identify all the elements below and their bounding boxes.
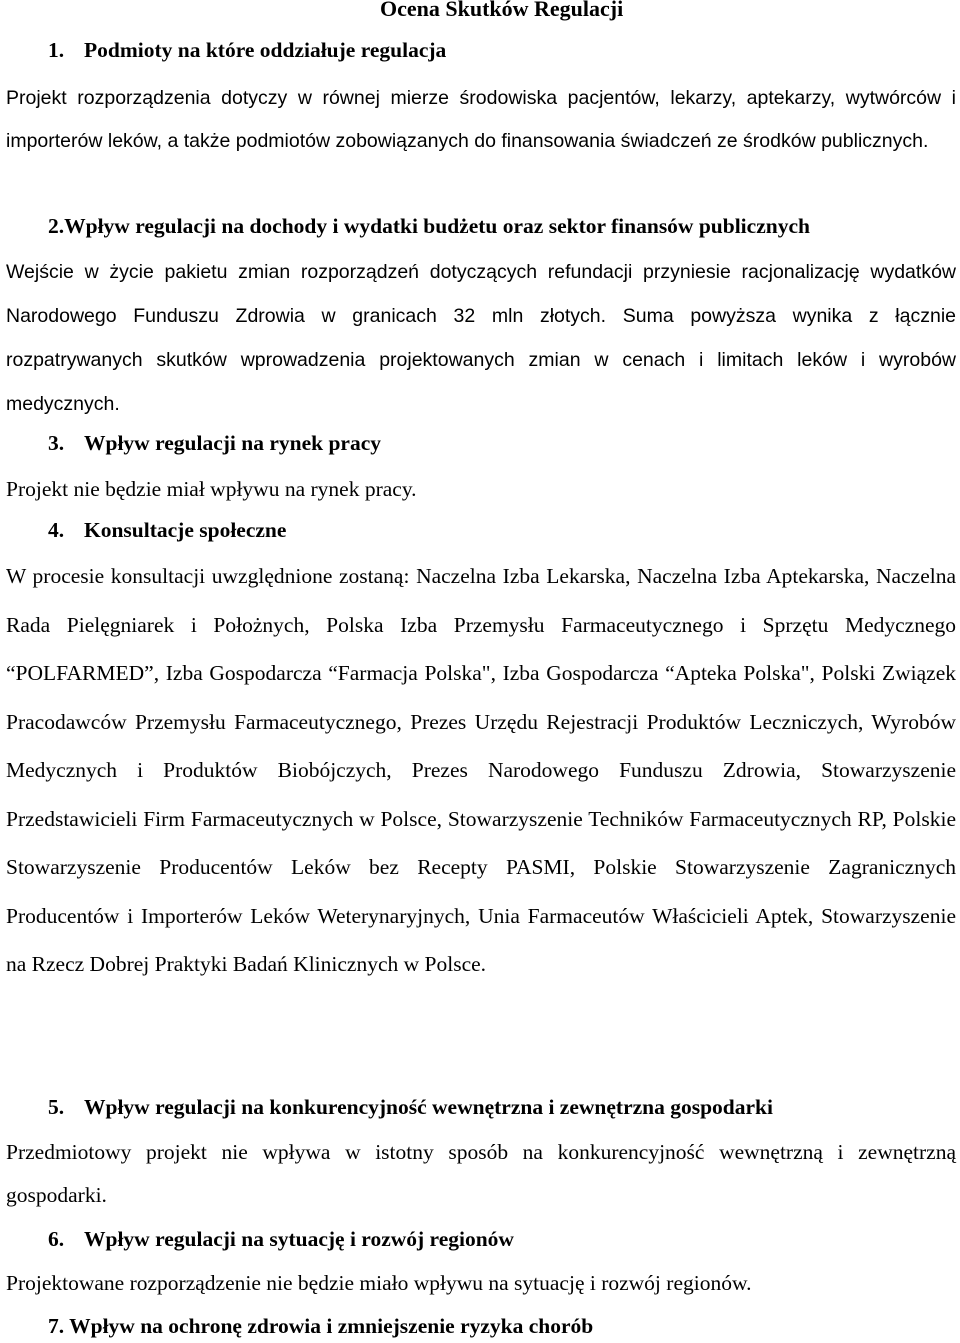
section-number: 5.	[48, 1095, 65, 1119]
section-4-heading	[48, 518, 286, 543]
section-2-text: Wejście w życie pakietu zmian rozporządzeń dotyczących refundacji przyniesie racjonalizację wydatków Narodowego Funduszu Zdrowia w granicach 32 mln złotych. Suma powyższa wynika z łącznie rozpatrywanych skutków wprowadzenia projektowanych zmian w cenach i limitach leków i wyrobów medycznych.	[6, 261, 956, 415]
section-1-heading	[48, 38, 446, 63]
section-5-text: Przedmiotowy projekt nie wpływa w istotny sposób na konkurencyjność wewnętrzną i zewnętrzną gospodarki.	[6, 1140, 956, 1207]
section-number: 4.	[48, 518, 65, 542]
section-title: Wpływ regulacji na rynek pracy	[84, 431, 382, 455]
section-number: 6.	[48, 1227, 65, 1251]
section-2-heading	[48, 214, 810, 239]
section-5-heading	[48, 1095, 773, 1120]
section-4-text: W procesie konsultacji uwzględnione zostaną: Naczelna Izba Lekarska, Naczelna Izba Aptekarska, Naczelna Rada Pielęgniarek i Położnych, Polska Izba Przemysłu Farmaceutycznego i Sprzętu Medycznego “POLFARMED”, Izba Gospodarcza “Farmacja Polska", Izba Gospodarcza “Apteka Polska", Polski Związek Pracodawców Przemysłu Farmaceutycznego, Prezes Urzędu Rejestracji Produktów Leczniczych, Wyrobów Medycznych i Produktów Biobójczych, Prezes Narodowego Funduszu Zdrowia, Stowarzyszenie Przedstawicieli Firm Farmaceutycznych w Polsce, Stowarzyszenie Techników Farmaceutycznych RP, Polskie Stowarzyszenie Producentów Leków bez Recepty PASMI, Polskie Stowarzyszenie Zagranicznych Producentów i Importerów Leków Weterynaryjnych, Unia Farmaceutów Właścicieli Aptek, Stowarzyszenie na Rzecz Dobrej Praktyki Badań Klinicznych w Polsce.	[6, 564, 956, 976]
section-7-heading	[48, 1314, 593, 1339]
section-3-heading	[48, 431, 381, 456]
section-6-text: Projektowane rozporządzenie nie będzie miało wpływu na sytuację i rozwój regionów.	[6, 1271, 752, 1295]
section-title: Wpływ regulacji na dochody i wydatki budżetu oraz sektor finansów publicznych	[64, 214, 810, 238]
section-title: Podmioty na które oddziałuje regulacja	[84, 38, 447, 62]
section-number: 1.	[48, 38, 65, 62]
section-number: 3.	[48, 431, 65, 455]
document-title: Ocena Skutków Regulacji	[380, 0, 624, 21]
section-title: Wpływ regulacji na konkurencyjność wewnętrzna i zewnętrzna gospodarki	[84, 1095, 773, 1119]
section-1-text: Projekt rozporządzenia dotyczy w równej mierze środowiska pacjentów, lekarzy, aptekarzy, wytwórców i importerów leków, a także podmiotów zobowiązanych do finansowania świadczeń ze środków publicznych.	[6, 87, 956, 152]
section-number: 2.	[48, 214, 65, 238]
section-6-heading	[48, 1227, 514, 1252]
section-title: Konsultacje społeczne	[84, 518, 287, 542]
section-title: Wpływ regulacji na sytuację i rozwój regionów	[84, 1227, 514, 1251]
section-title: Wpływ na ochronę zdrowia i zmniejszenie ryzyka chorób	[69, 1314, 594, 1338]
section-number: 7.	[48, 1314, 65, 1338]
section-3-text: Projekt nie będzie miał wpływu na rynek pracy.	[6, 477, 417, 501]
